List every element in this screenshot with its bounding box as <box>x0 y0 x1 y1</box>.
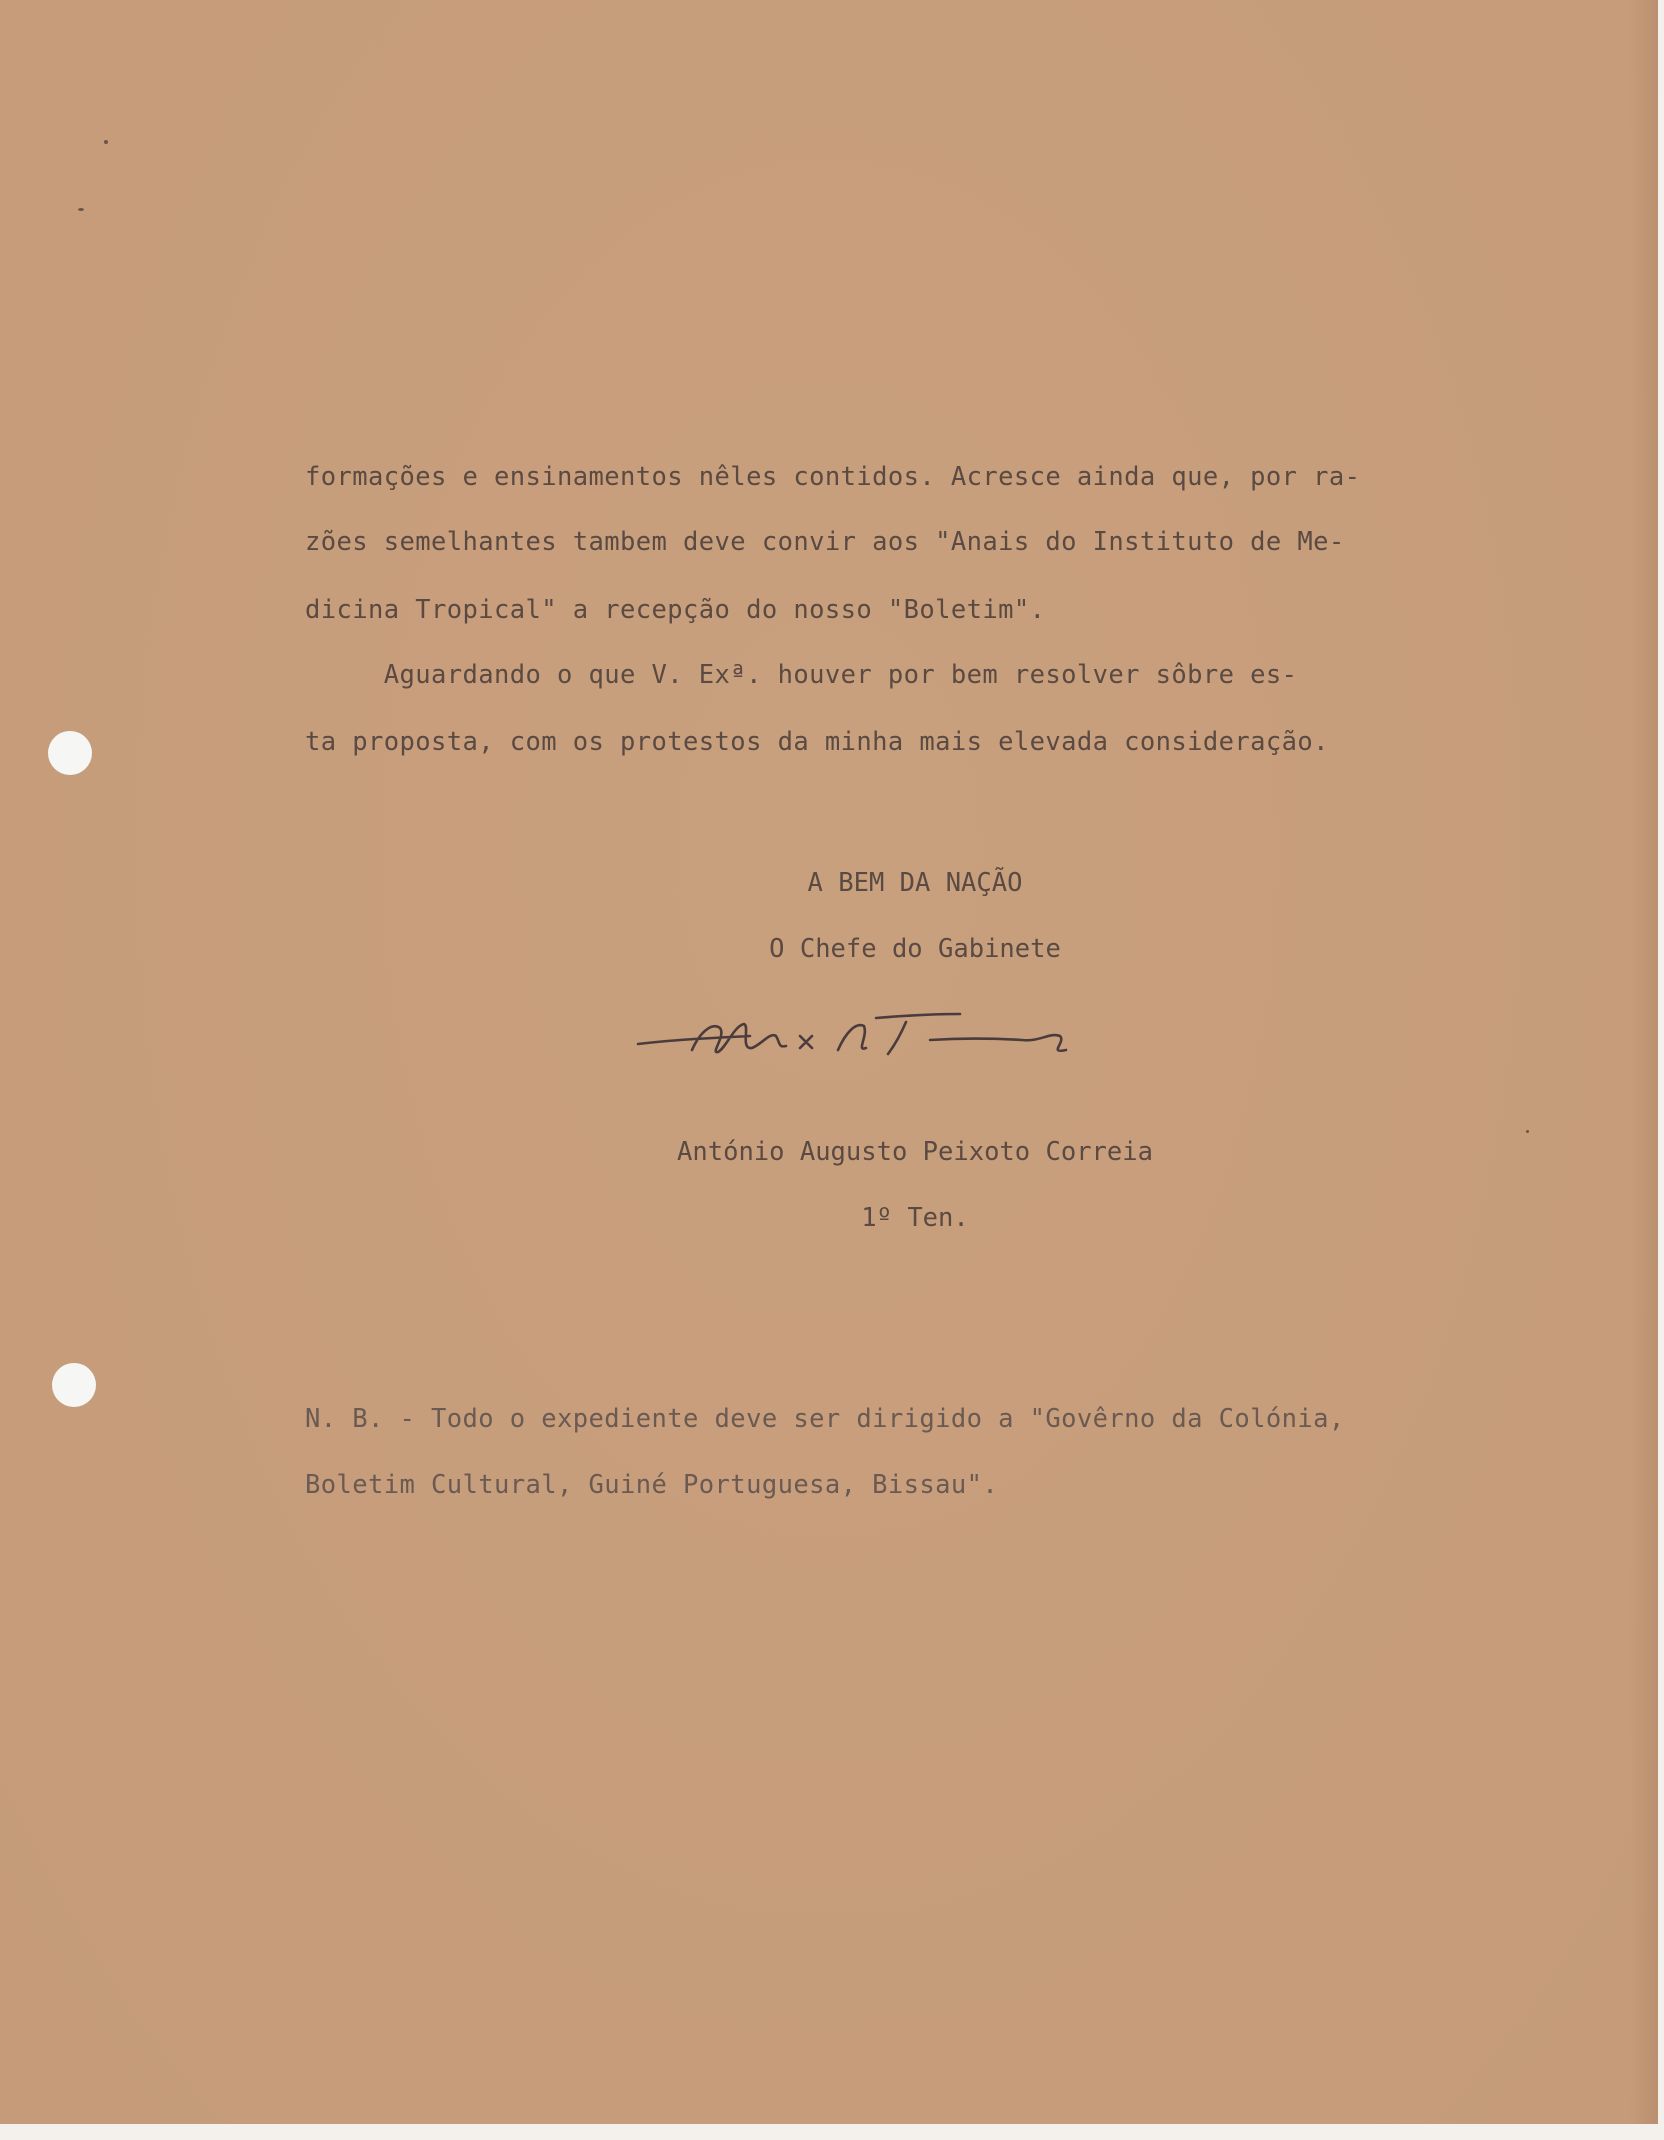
signatory-rank: 1º Ten. <box>861 1203 969 1233</box>
paper-speck <box>78 208 84 211</box>
salutation: A BEM DA NAÇÃO <box>807 868 1023 898</box>
note-line: Boletim Cultural, Guiné Portuguesa, Bissau". <box>305 1470 999 1500</box>
body-line: Aguardando o que V. Exª. houver por bem resolver sôbre es- <box>305 660 1298 690</box>
body-line: zões semelhantes tambem deve convir aos "Anais do Instituto de Me- <box>305 527 1345 557</box>
punch-hole-upper <box>48 731 92 775</box>
paper-speck <box>1526 1130 1529 1133</box>
body-line: ta proposta, com os protestos da minha mais elevada consideração. <box>305 727 1329 757</box>
note-line: N. B. - Todo o expediente deve ser dirigido a "Govêrno da Colónia, <box>305 1404 1345 1434</box>
body-line: dicina Tropical" a recepção do nosso "Boletim". <box>305 595 1046 625</box>
paper-speck <box>104 140 108 144</box>
signatory-role: O Chefe do Gabinete <box>769 934 1061 964</box>
handwritten-signature <box>630 992 1150 1072</box>
body-line: formações e ensinamentos nêles contidos. Acresce ainda que, por ra- <box>305 462 1361 492</box>
punch-hole-lower <box>52 1363 96 1407</box>
signatory-name: António Augusto Peixoto Correia <box>677 1137 1153 1167</box>
